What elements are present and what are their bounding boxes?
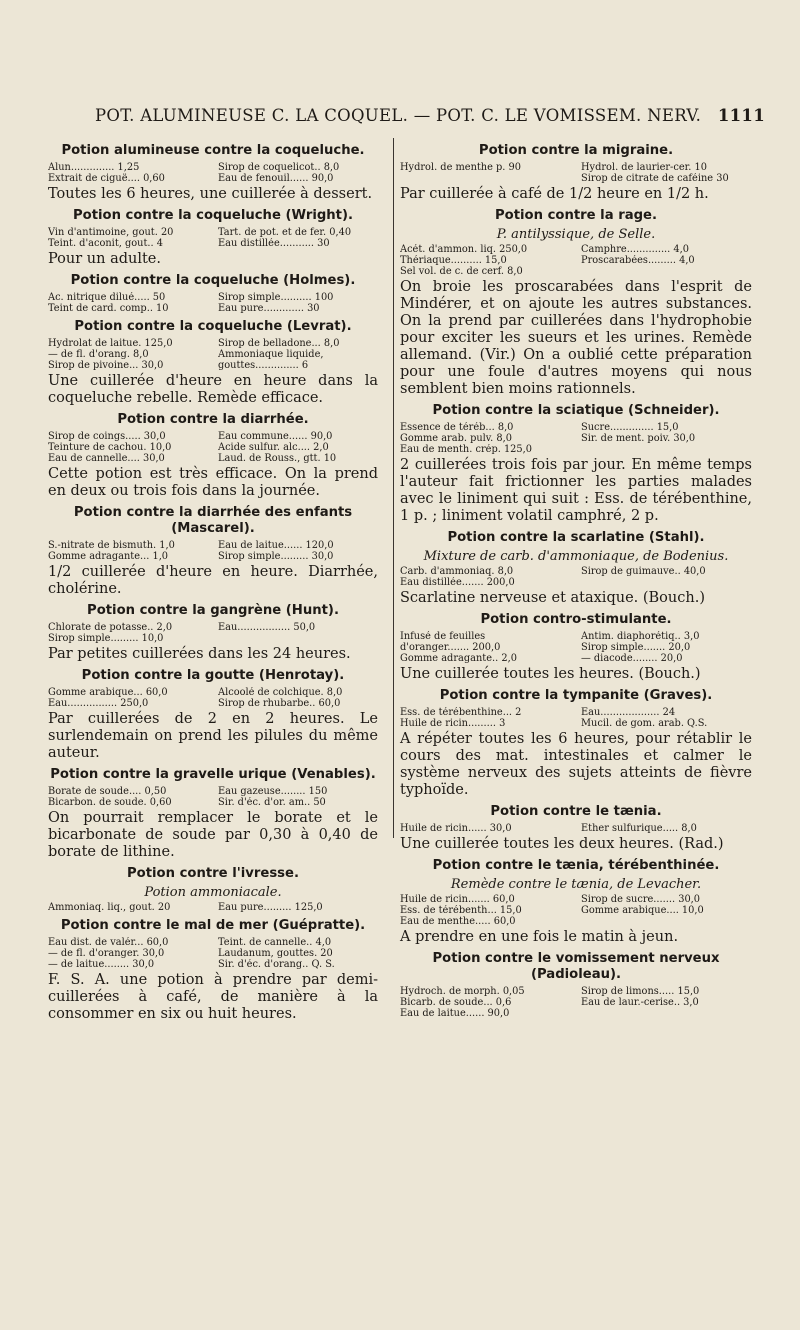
ingredient-list <box>400 162 752 184</box>
ingredient: — diacode........ 20,0 <box>581 653 683 664</box>
recipe-instructions: F. S. A. une potion à prendre par demi-cuillerées à café, de manière à la consommer en six ou huit heures. <box>48 972 378 1022</box>
ingredient: Eau................ 250,0 <box>48 698 149 709</box>
recipe-title: Potion contre la scarlatine (Stahl). <box>447 530 705 545</box>
recipe-subtitle: Mixture de carb. d'ammoniaque, de Bodenius. <box>423 549 729 564</box>
ingredient: Tart. de pot. et de fer. 0,40 <box>218 227 352 238</box>
recipe-section <box>48 603 378 663</box>
recipe-instructions: Pour un adulte. <box>48 251 161 267</box>
ingredient: Sirop de coings..... 30,0 <box>48 431 166 442</box>
ingredient: Hydroch. de morph. 0,05 <box>400 986 525 997</box>
ingredient: Hydrolat de laitue. 125,0 <box>48 338 173 349</box>
ingredient: Hydrol. de laurier-cer. 10 <box>581 162 707 173</box>
recipe-section <box>48 143 378 203</box>
ingredient-list <box>48 431 378 464</box>
ingredient-list <box>48 687 378 709</box>
recipe-title: Potion contre la rage. <box>494 208 657 223</box>
ingredient-list <box>48 292 378 314</box>
recipe-section <box>48 918 378 1023</box>
ingredient: Teinture de cachou. 10,0 <box>48 442 172 453</box>
recipe-section <box>400 858 752 946</box>
recipe-title: Potion contre la gangrène (Hunt). <box>87 603 339 618</box>
recipe-title: Potion contro-stimulante. <box>480 612 672 627</box>
recipe-instructions: On broie les proscarabées dans l'esprit de Mindérer, et on ajoute les autres substances. On la prend par cuillerées dans l'hydrophobie pour exciter les sueurs et les urines. Remède allemand. (Vir.) On a oublié cette préparation pour une foule d'autres moyens qui nous semblent bien moins rationnels. <box>400 279 752 397</box>
recipe-section <box>400 530 752 607</box>
ingredient: Eau gazeuse........ 150 <box>218 786 328 797</box>
ingredient: Eau distillée........... 30 <box>218 238 330 249</box>
ingredient: Eau de menthe..... 60,0 <box>400 916 516 927</box>
ingredient: Teint de card. comp.. 10 <box>48 303 169 314</box>
recipe-title: Potion contre la diarrhée des enfants (Mascarel). <box>73 505 353 536</box>
ingredient <box>581 577 752 588</box>
recipe-title: Potion contre la tympanite (Graves). <box>439 688 713 703</box>
recipe-section <box>400 804 752 853</box>
ingredient: Gomme adragante... 1,0 <box>48 551 169 562</box>
recipe-section <box>400 403 752 525</box>
ingredient: — de fl. d'oranger. 30,0 <box>48 948 165 959</box>
ingredient-list <box>48 622 378 644</box>
ingredient-list <box>48 338 378 371</box>
ingredient: Huile de ricin....... 60,0 <box>400 894 515 905</box>
ingredient: Eau de fenouil...... 90,0 <box>218 173 334 184</box>
ingredient: Sirop simple......... 30,0 <box>218 551 334 562</box>
recipe-instructions: Une cuillerée d'heure en heure dans la coqueluche rebelle. Remède efficace. <box>48 373 378 406</box>
recipe-subtitle: Remède contre le tænia, de Levacher. <box>450 877 702 892</box>
ingredient-list <box>400 631 752 664</box>
ingredient: Extrait de ciguë.... 0,60 <box>48 173 165 184</box>
recipe-title: Potion contre la diarrhée. <box>117 412 309 427</box>
recipe-section <box>48 208 378 268</box>
ingredient: Gomme arab. pulv. 8,0 <box>400 433 512 444</box>
ingredient-list <box>48 902 378 913</box>
ingredient: Laud. de Rouss., gtt. 10 <box>218 453 337 464</box>
recipe-instructions: Une cuillerée toutes les deux heures. (Rad.) <box>400 836 724 852</box>
ingredient: Sir. d'éc. d'orang.. Q. S. <box>218 959 335 970</box>
recipe-instructions: A prendre en une fois le matin à jeun. <box>400 929 679 945</box>
ingredient: Sirop simple......... 10,0 <box>48 633 164 644</box>
recipe-title: Potion contre la goutte (Henrotay). <box>81 668 345 683</box>
recipe-section <box>400 208 752 398</box>
ingredient: Huile de ricin...... 30,0 <box>400 823 512 834</box>
ingredient: — de laitue........ 30,0 <box>48 959 155 970</box>
ingredient: Laudanum, gouttes. 20 <box>218 948 333 959</box>
ingredient: Proscarabées......... 4,0 <box>581 255 695 266</box>
ingredient: Sirop de limons..... 15,0 <box>581 986 700 997</box>
ingredient: Teint. d'aconit, gout.. 4 <box>48 238 163 249</box>
ingredient: d'oranger....... 200,0 <box>400 642 501 653</box>
column-divider <box>393 138 394 838</box>
ingredient: Sirop de guimauve.. 40,0 <box>581 566 706 577</box>
ingredient-list <box>400 707 752 729</box>
recipe-instructions: 2 cuillerées trois fois par jour. En même temps l'auteur fait frictionner les parties malades avec le liniment qui suit : Ess. de térébenthine, 1 p. ; liniment volatil camphré, 2 p. <box>400 457 752 524</box>
ingredient: Hydrol. de menthe p. 90 <box>400 162 521 173</box>
ingredient: Gomme arabique.... 10,0 <box>581 905 704 916</box>
ingredient: Sirop de rhubarbe.. 60,0 <box>218 698 341 709</box>
recipe-instructions: Une cuillerée toutes les heures. (Bouch.) <box>400 666 701 682</box>
ingredient: Antim. diaphorétiq.. 3,0 <box>581 631 700 642</box>
ingredient: Eau distillée....... 200,0 <box>400 577 515 588</box>
recipe-instructions: A répéter toutes les 6 heures, pour rétablir le cours des mat. intestinales et calmer le système nerveux des sujets atteints de fièvre typhoïde. <box>400 731 752 798</box>
ingredient: Alun.............. 1,25 <box>48 162 140 173</box>
ingredient: Huile de ricin......... 3 <box>400 718 506 729</box>
ingredient: Gomme adragante.. 2,0 <box>400 653 517 664</box>
ingredient <box>218 633 378 644</box>
ingredient: Teint. de cannelle.. 4,0 <box>218 937 332 948</box>
ingredient: Sel vol. de c. de cerf. 8,0 <box>400 266 523 277</box>
recipe-section <box>48 767 378 861</box>
recipe-title: Potion contre le tænia, térébenthinée. <box>432 858 720 873</box>
ingredient-list <box>400 244 752 277</box>
recipe-section <box>48 319 378 407</box>
recipe-title: Potion contre le mal de mer (Guépratte). <box>60 918 366 933</box>
recipe-title: Potion alumineuse contre la coqueluche. <box>61 143 365 158</box>
ingredient: Sir. de ment. poiv. 30,0 <box>581 433 696 444</box>
recipe-subtitle: P. antilyssique, de Selle. <box>496 227 656 242</box>
ingredient <box>581 916 752 927</box>
ingredient: gouttes.............. 6 <box>218 360 309 371</box>
ingredient: Eau pure......... 125,0 <box>218 902 323 913</box>
ingredient: Ammoniaq. liq., gout. 20 <box>48 902 171 913</box>
ingredient: Chlorate de potasse.. 2,0 <box>48 622 173 633</box>
page-number: 1111 <box>717 106 765 125</box>
recipe-title: Potion contre l'ivresse. <box>127 866 299 881</box>
recipe-instructions: On pourrait remplacer le borate et le bicarbonate de soude par 0,30 à 0,40 de borate de lithine. <box>48 810 378 860</box>
ingredient: Sirop simple....... 20,0 <box>581 642 691 653</box>
ingredient: Sucre.............. 15,0 <box>581 422 679 433</box>
ingredient-list <box>400 894 752 927</box>
ingredient: Sirop de belladone... 8,0 <box>218 338 340 349</box>
ingredient-list <box>48 540 378 562</box>
ingredient-list <box>48 937 378 970</box>
ingredient: Ess. de térébenth... 15,0 <box>400 905 522 916</box>
ingredient: Borate de soude.... 0,50 <box>48 786 167 797</box>
left-column <box>48 138 378 1023</box>
ingredient: Eau................. 50,0 <box>218 622 316 633</box>
ingredient: Alcoolé de colchique. 8,0 <box>218 687 343 698</box>
recipe-title: Potion contre la coqueluche (Levrat). <box>74 319 352 334</box>
ingredient: Essence de téréb... 8,0 <box>400 422 514 433</box>
ingredient: Bicarbon. de soude. 0,60 <box>48 797 172 808</box>
recipe-section <box>48 273 378 314</box>
ingredient: Ac. nitrique dilué..... 50 <box>48 292 166 303</box>
recipe-section <box>48 866 378 913</box>
ingredient-list <box>48 227 378 249</box>
recipe-section <box>400 143 752 203</box>
ingredient: Mucil. de gom. arab. Q.S. <box>581 718 708 729</box>
ingredient: Eau de menth. crép. 125,0 <box>400 444 532 455</box>
ingredient: S.-nitrate de bismuth. 1,0 <box>48 540 175 551</box>
ingredient: Eau pure............. 30 <box>218 303 320 314</box>
ingredient: Sirop de sucre....... 30,0 <box>581 894 701 905</box>
recipe-instructions: Toutes les 6 heures, une cuillerée à dessert. <box>48 186 373 202</box>
ingredient: Sirop de coquelicot.. 8,0 <box>218 162 340 173</box>
running-header <box>95 106 765 130</box>
recipe-section <box>400 612 752 683</box>
ingredient: Camphre.............. 4,0 <box>581 244 689 255</box>
recipe-section <box>48 505 378 598</box>
recipe-section <box>400 688 752 799</box>
recipe-section <box>48 412 378 500</box>
ingredient: Eau de laitue...... 120,0 <box>218 540 334 551</box>
ingredient: Eau de laitue...... 90,0 <box>400 1008 510 1019</box>
ingredient: Sirop de citrate de caféine 30 <box>581 173 729 184</box>
ingredient: Eau commune...... 90,0 <box>218 431 333 442</box>
recipe-title: Potion contre la sciatique (Schneider). <box>432 403 720 418</box>
ingredient: Acide sulfur. alc.... 2,0 <box>218 442 329 453</box>
ingredient-list <box>400 566 752 588</box>
recipe-title: Potion contre le vomissement nerveux (Padioleau). <box>432 951 720 982</box>
recipe-title: Potion contre la migraine. <box>478 143 674 158</box>
ingredient <box>581 444 752 455</box>
recipe-instructions: Par cuillerées de 2 en 2 heures. Le surlendemain on prend les pilules du même auteur. <box>48 711 378 761</box>
ingredient: Ether sulfurique..... 8,0 <box>581 823 697 834</box>
ingredient: Bicarb. de soude... 0,6 <box>400 997 512 1008</box>
recipe-instructions: Scarlatine nerveuse et ataxique. (Bouch.) <box>400 590 705 606</box>
ingredient-list <box>400 986 752 1019</box>
ingredient: Acét. d'ammon. liq. 250,0 <box>400 244 528 255</box>
ingredient: Ess. de térébenthine... 2 <box>400 707 522 718</box>
ingredient-list <box>48 162 378 184</box>
recipe-section <box>400 951 752 1019</box>
recipe-title: Potion contre la coqueluche (Wright). <box>72 208 354 223</box>
ingredient: Thériaque.......... 15,0 <box>400 255 507 266</box>
ingredient: Eau dist. de valér... 60,0 <box>48 937 169 948</box>
recipe-subtitle: Potion ammoniacale. <box>144 885 282 900</box>
ingredient-list <box>400 422 752 455</box>
ingredient-list <box>48 786 378 808</box>
ingredient: Gomme arabique... 60,0 <box>48 687 168 698</box>
recipe-instructions: Par petites cuillerées dans les 24 heures. <box>48 646 351 662</box>
ingredient: — de fl. d'orang. 8,0 <box>48 349 149 360</box>
recipe-title: Potion contre la coqueluche (Holmes). <box>70 273 356 288</box>
recipe-section <box>48 668 378 762</box>
ingredient: Infusé de feuilles <box>400 631 486 642</box>
ingredient: Eau de cannelle.... 30,0 <box>48 453 165 464</box>
ingredient-list <box>400 823 752 834</box>
recipe-title: Potion contre la gravelle urique (Venables). <box>50 767 376 782</box>
ingredient: Carb. d'ammoniaq. 8,0 <box>400 566 514 577</box>
recipe-instructions: Cette potion est très efficace. On la prend en deux ou trois fois dans la journée. <box>48 466 378 499</box>
ingredient: Eau de laur.-cerise.. 3,0 <box>581 997 699 1008</box>
header-title: POT. ALUMINEUSE C. LA COQUEL. — POT. C. LE VOMISSEM. NERV. <box>95 106 702 125</box>
recipe-instructions: 1/2 cuillerée d'heure en heure. Diarrhée, cholérine. <box>48 564 378 597</box>
ingredient: Vin d'antimoine, gout. 20 <box>48 227 174 238</box>
ingredient: Sirop simple.......... 100 <box>218 292 334 303</box>
ingredient <box>581 266 752 277</box>
right-column <box>400 138 752 1019</box>
ingredient <box>581 1008 752 1019</box>
ingredient <box>400 173 571 184</box>
ingredient: Eau................... 24 <box>581 707 676 718</box>
recipe-instructions: Par cuillerée à café de 1/2 heure en 1/2 h. <box>400 186 709 202</box>
recipe-title: Potion contre le tænia. <box>490 804 662 819</box>
ingredient: Ammoniaque liquide, <box>218 349 324 360</box>
ingredient: Sirop de pivoine... 30,0 <box>48 360 164 371</box>
ingredient: Sir. d'éc. d'or. am.. 50 <box>218 797 326 808</box>
